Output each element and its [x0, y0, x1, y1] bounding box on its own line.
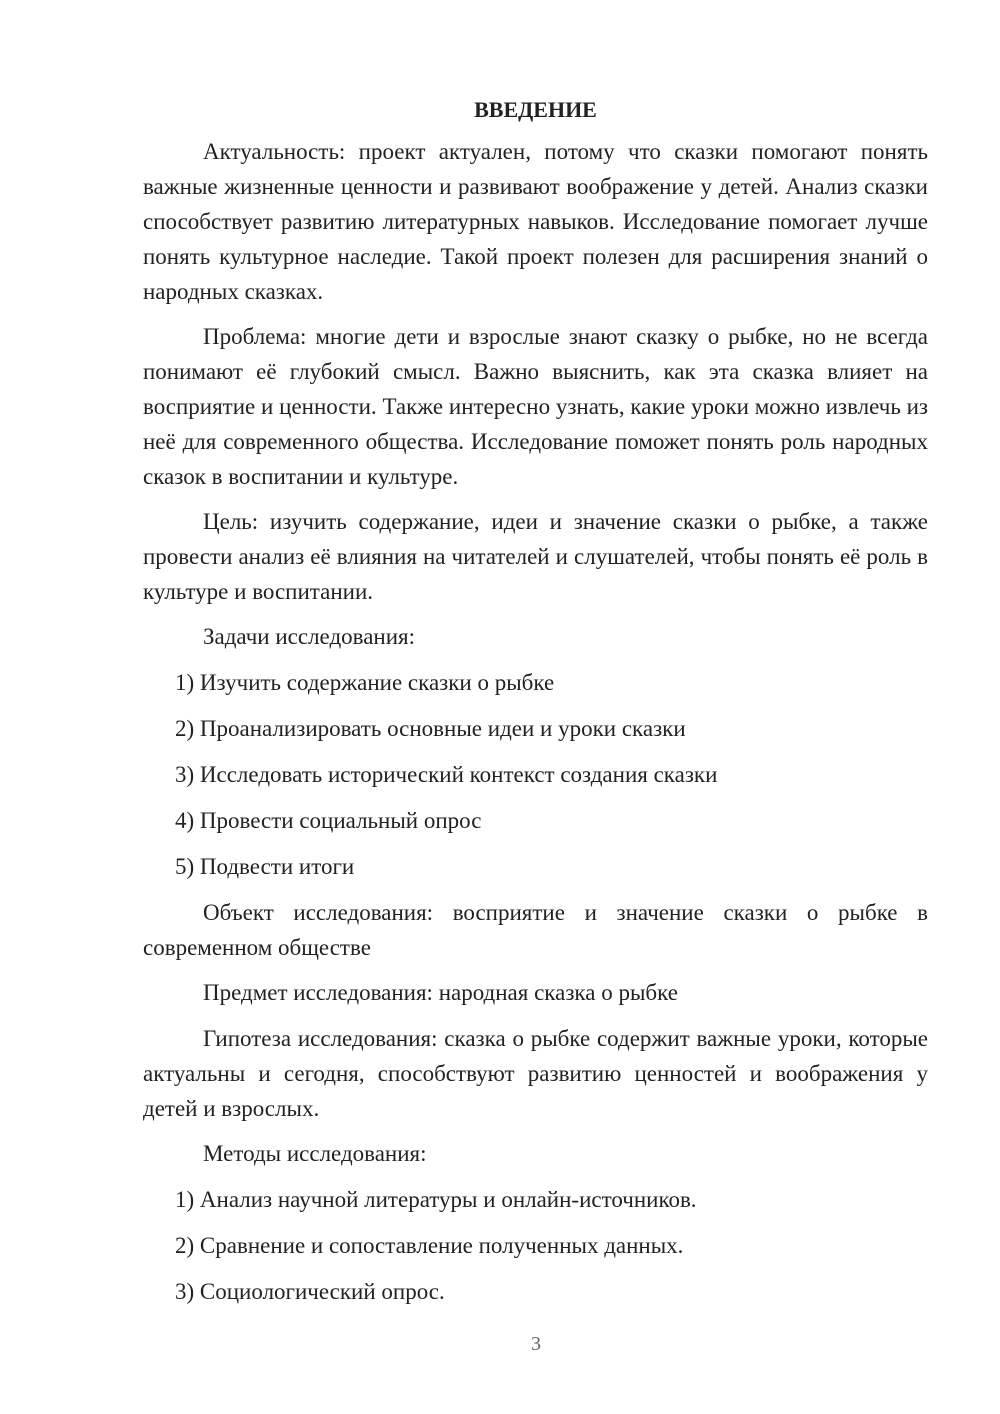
list-item: 3) Исследовать исторический контекст создания сказки — [175, 762, 718, 787]
list-item: 4) Провести социальный опрос — [175, 808, 482, 833]
page-number: 3 — [531, 1333, 541, 1355]
methods-list — [143, 1182, 928, 1309]
problem-paragraph: Проблема: многие дети и взрослые знают сказку о рыбке, но не всегда понимают её глубокий смысл. Важно выяснить, как эта сказка влияет на восприятие и ценности. Также интересно узнать, какие уроки можно извлечь из неё для современного общества. Исследование поможет понять роль народных сказок в воспитании и культуре. — [143, 324, 928, 489]
tasks-heading: Задачи исследования: — [203, 624, 416, 649]
page-title: ВВЕДЕНИЕ — [474, 97, 597, 122]
list-item: 1) Изучить содержание сказки о рыбке — [175, 670, 555, 695]
list-item: 2) Сравнение и сопоставление полученных данных. — [175, 1233, 684, 1258]
goal-paragraph: Цель: изучить содержание, идеи и значение сказки о рыбке, а также провести анализ её влияния на читателей и слушателей, чтобы понять её роль в культуре и воспитании. — [143, 509, 928, 604]
list-item: 3) Социологический опрос. — [175, 1279, 445, 1304]
relevance-paragraph: Актуальность: проект актуален, потому что сказки помогают понять важные жизненные ценности и развивают воображение у детей. Анализ сказки способствует развитию литературных навыков. Исследование помогает лучше понять культурное наследие. Такой проект полезен для расширения знаний о народных сказках. — [143, 139, 928, 304]
list-item: 5) Подвести итоги — [175, 854, 355, 879]
object-paragraph: Объект исследования: восприятие и значение сказки о рыбке в современном обществе — [143, 900, 928, 960]
document-page — [143, 92, 928, 1320]
tasks-list — [143, 665, 928, 884]
subject-paragraph: Предмет исследования: народная сказка о рыбке — [203, 980, 678, 1005]
list-item: 2) Проанализировать основные идеи и уроки сказки — [175, 716, 686, 741]
list-item: 1) Анализ научной литературы и онлайн-источников. — [175, 1187, 697, 1212]
methods-heading: Методы исследования: — [203, 1141, 427, 1166]
hypothesis-paragraph: Гипотеза исследования: сказка о рыбке содержит важные уроки, которые актуальны и сегодня, способствуют развитию ценностей и воображения у детей и взрослых. — [143, 1026, 928, 1121]
